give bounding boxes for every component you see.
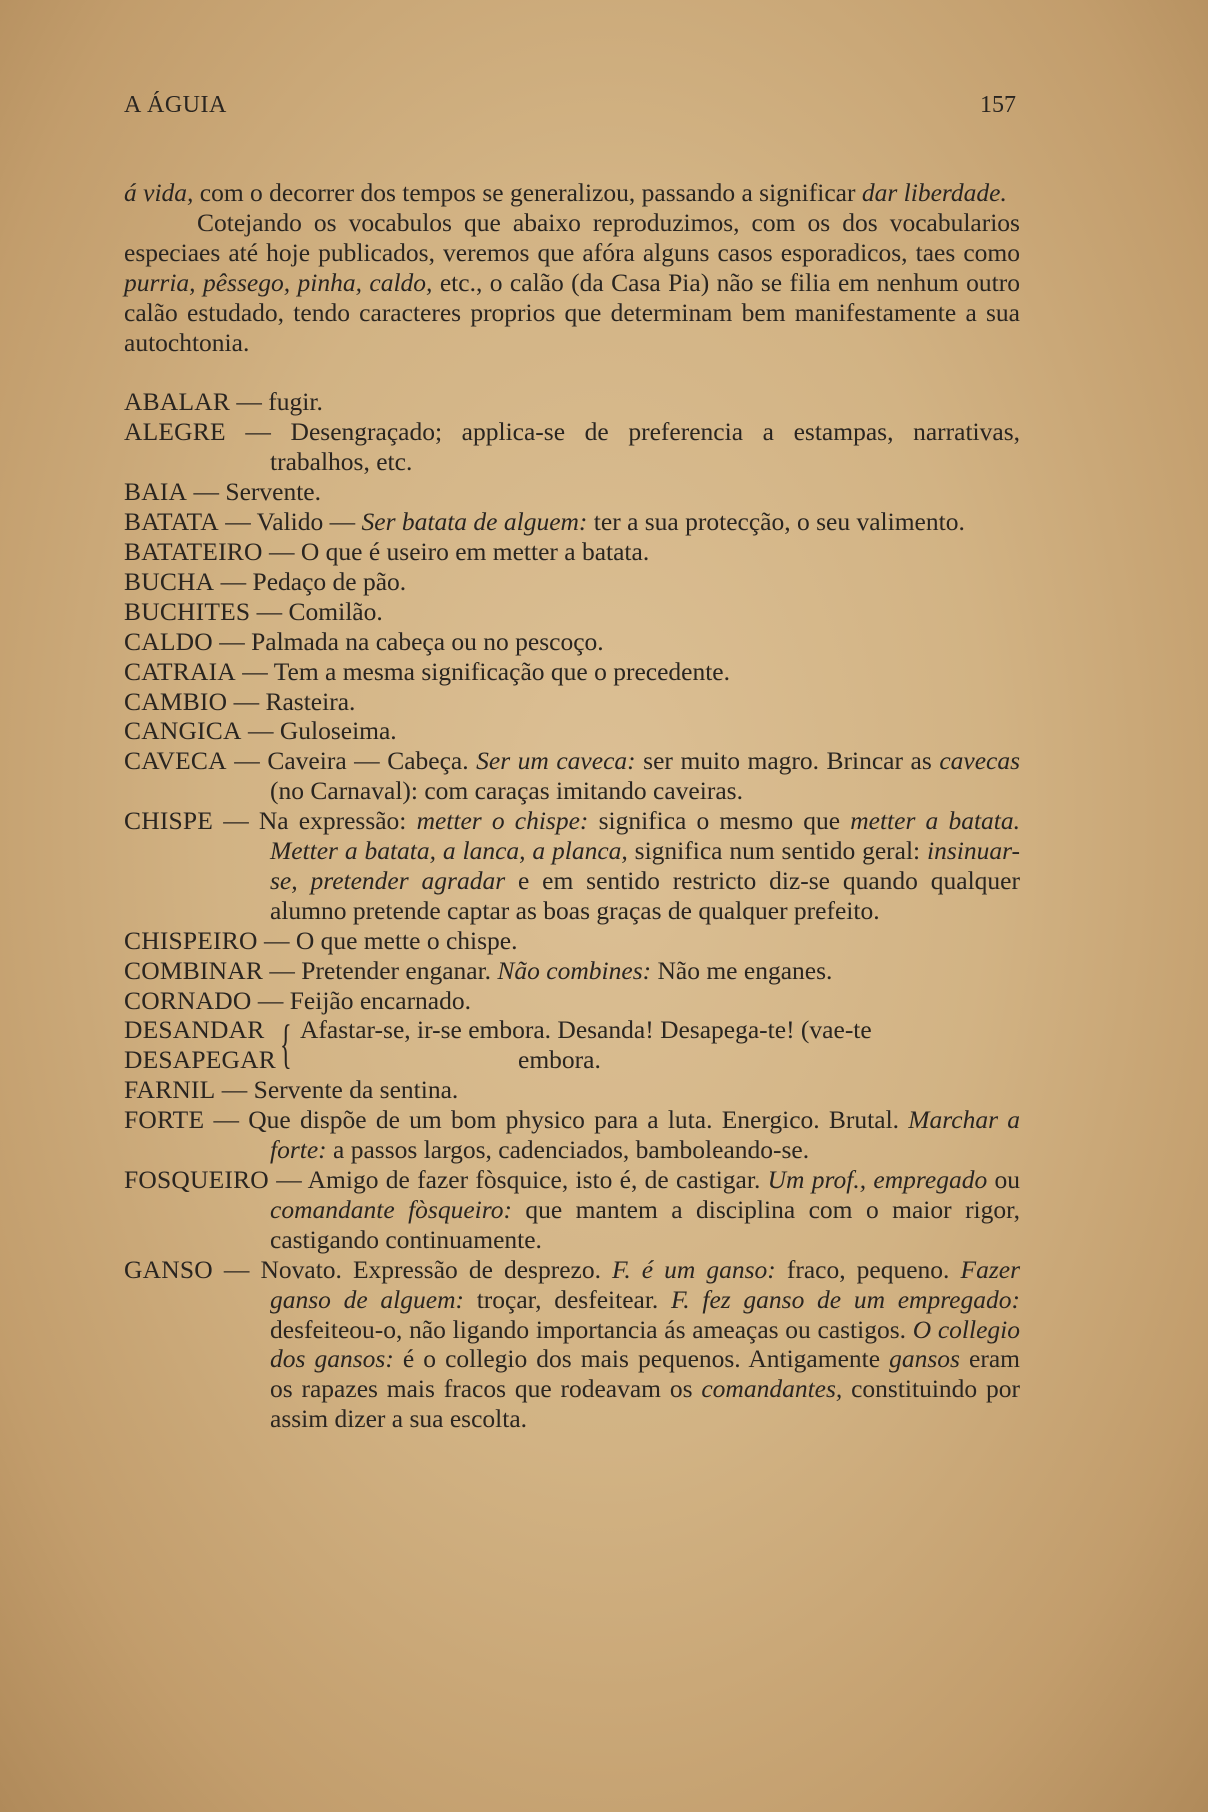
italic-text: Fazer ganso de alguem: — [270, 1254, 1020, 1314]
glossary-entry — [124, 417, 1020, 477]
entry-term: CORNADO — [124, 985, 252, 1015]
em-dash: — — [251, 985, 290, 1015]
glossary-entry — [124, 746, 1020, 806]
text-run: Comilão. — [288, 596, 383, 626]
italic-text: Não combines: — [497, 955, 652, 985]
text-run: ou — [987, 1165, 1021, 1194]
entry-term: BAIA — [124, 477, 188, 507]
text-run: Guloseima. — [279, 716, 397, 746]
entry-term: BUCHITES — [124, 596, 251, 626]
glossary-entry — [124, 956, 1020, 986]
em-dash: — — [204, 1105, 249, 1135]
pair-term: DESAPEGAR — [124, 1045, 276, 1075]
glossary-entry — [124, 806, 1020, 926]
page-number: 157 — [980, 92, 1016, 118]
italic-text: comandante fòsqueiro: — [270, 1194, 512, 1224]
text-run: ter a sua protecção, o seu valimento. — [587, 507, 965, 537]
italic-text: Ser batata de alguem: — [361, 507, 588, 537]
entry-term: GANSO — [124, 1254, 213, 1284]
em-dash: — — [225, 417, 291, 447]
entry-term: CAMBIO — [124, 686, 228, 716]
em-dash: — — [227, 686, 266, 716]
glossary-list — [124, 387, 1020, 1434]
text-run: ser muito magro. Brincar as — [635, 746, 940, 776]
text-run: constituindo por assim dizer a sua escolta. — [270, 1374, 1020, 1434]
em-dash: — — [250, 596, 289, 626]
text-run: significa o mesmo que — [588, 806, 851, 836]
glossary-entry — [124, 1105, 1020, 1165]
entry-term: CHISPE — [124, 806, 214, 836]
text-run: desfeiteou-o, não ligando importancia ás ameaças ou castigos. — [270, 1314, 913, 1344]
text-run: eram os rapazes mais fracos que rodeavam os — [270, 1344, 1020, 1404]
em-dash: — — [263, 955, 302, 985]
page-header — [124, 92, 1016, 119]
italic-text: F. fez ganso de um empregado: — [671, 1284, 1020, 1314]
em-dash: — — [212, 626, 252, 656]
italic-text: dar liberdade. — [861, 178, 1007, 207]
italic-text: Ser um caveca: — [476, 746, 636, 776]
glossary-entry — [124, 567, 1020, 597]
italic-text: gansos — [889, 1344, 960, 1374]
text-run: Que dispõe de um bom physico para a luta. Energico. Brutal. — [248, 1105, 909, 1135]
pair-definition-line: embora. — [518, 1045, 601, 1075]
text-run: Novato. Expressão de desprezo. — [260, 1254, 613, 1284]
pair-definition — [300, 1015, 1020, 1075]
glossary-entry — [124, 687, 1020, 717]
text-run: Tem a mesma significação que o precedente. — [273, 656, 731, 686]
entry-term: FORTE — [124, 1105, 205, 1135]
italic-text: Um prof., empregado — [767, 1165, 988, 1194]
entry-term: CAVECA — [124, 746, 227, 776]
em-dash: — — [215, 1075, 254, 1105]
glossary-entry — [124, 1255, 1020, 1434]
text-run: Valido — — [256, 507, 362, 537]
italic-text: á vida, — [124, 178, 194, 207]
intro-paragraph-2 — [124, 208, 1020, 358]
entry-term: ALEGRE — [124, 417, 226, 447]
text-run: com o decorrer dos tempos se generalizou, passando a significar — [193, 178, 862, 207]
entry-term: BATATEIRO — [124, 536, 263, 566]
text-run: Amigo de fazer fòsquice, isto é, de castigar. — [307, 1165, 768, 1194]
pair-term: DESANDAR — [124, 1015, 265, 1045]
glossary-entry — [124, 387, 1020, 417]
entry-term: CHISPEIRO — [124, 925, 258, 955]
entry-term: CANGICA — [124, 716, 242, 746]
page-body — [124, 178, 1020, 1434]
text-run: fugir. — [268, 387, 323, 417]
pair-definition-line: Afastar-se, ir-se embora. Desanda! Desapega-te! (vae-te — [300, 1015, 872, 1045]
glossary-entry — [124, 537, 1020, 567]
glossary-entry — [124, 627, 1020, 657]
glossary-entry — [124, 477, 1020, 507]
em-dash: — — [226, 746, 268, 776]
text-run: troçar, desfeitear. — [463, 1284, 671, 1314]
entry-term: BATATA — [124, 507, 219, 537]
italic-text: Marchar a forte: — [270, 1105, 1021, 1165]
text-run: significa num sentido geral: — [627, 836, 927, 866]
italic-text: O collegio dos gansos: — [270, 1314, 1020, 1374]
em-dash: — — [230, 387, 269, 417]
entry-term: CALDO — [124, 626, 213, 656]
entry-term: FARNIL — [124, 1075, 216, 1105]
entry-term: CATRAIA — [124, 656, 236, 686]
em-dash: — — [235, 656, 274, 686]
text-run: Servente. — [225, 477, 321, 507]
glossary-entry — [124, 657, 1020, 687]
text-run: que mantem a disciplina com o maior rigor, castigando continuamente. — [270, 1194, 1020, 1254]
glossary-entry — [124, 507, 1020, 537]
intro-paragraph-1 — [124, 178, 1020, 208]
text-run: e em sentido restricto diz-se quando qualquer alumno pretende captar as boas graças de qualquer prefeito. — [270, 865, 1020, 925]
italic-text: cavecas — [939, 746, 1021, 776]
glossary-entry — [124, 926, 1020, 956]
italic-text: metter a batata. Metter a batata, a lanca, a planca, — [270, 806, 1020, 866]
glossary-entry — [124, 1165, 1020, 1255]
entry-term: BUCHA — [124, 566, 215, 596]
glossary-entry-pair — [124, 1015, 1020, 1075]
text-run: Pretender enganar. — [301, 955, 498, 985]
running-title: A ÁGUIA — [124, 92, 227, 118]
glossary-entry — [124, 986, 1020, 1016]
text-run: Palmada na cabeça ou no pescoço. — [251, 626, 604, 656]
italic-text: insinuar-se, pretender agradar — [270, 836, 1020, 895]
text-run: O que mette o chispe. — [295, 925, 518, 955]
em-dash: — — [212, 1254, 261, 1284]
glossary-entry — [124, 597, 1020, 627]
text-run: é o collegio dos mais pequenos. Antigamente — [393, 1344, 890, 1374]
entry-term: FOSQUEIRO — [124, 1165, 269, 1194]
em-dash: — — [257, 925, 296, 955]
text-run: O que é useiro em metter a batata. — [300, 536, 650, 566]
text-run: Cotejando os vocabulos que abaixo reproduzimos, com os dos vocabularios especiaes até hoje publicados, veremos que afóra alguns casos esporadicos, taes como — [124, 207, 1020, 267]
em-dash: — — [241, 716, 280, 746]
text-run: Servente da sentina. — [253, 1075, 459, 1105]
text-run: fraco, pequeno. — [775, 1254, 961, 1284]
glossary-entry — [124, 716, 1020, 746]
intro-text — [124, 178, 1020, 357]
text-run: a passos largos, cadenciados, bamboleando-se. — [326, 1135, 810, 1165]
text-run: Rasteira. — [265, 686, 356, 716]
italic-text: purria, pêssego, pinha, caldo, — [124, 267, 433, 297]
text-run: Feijão encarnado. — [289, 985, 472, 1015]
em-dash: — — [218, 507, 257, 537]
em-dash: — — [187, 477, 226, 507]
em-dash: — — [214, 566, 253, 596]
glossary-entries-b — [124, 1075, 1020, 1434]
em-dash: — — [262, 536, 301, 566]
text-run: Na expressão: — [258, 806, 417, 836]
italic-text: F. é um ganso: — [612, 1254, 776, 1284]
text-run: Desengraçado; applica-se de preferencia a estampas, narrativas, trabalhos, etc. — [270, 417, 1020, 477]
entry-term: COMBINAR — [124, 955, 264, 985]
glossary-entry — [124, 1075, 1020, 1105]
brace-symbol: { — [280, 1014, 292, 1075]
text-run: etc., o calão (da Casa Pia) não se filia em nenhum outro calão estudado, tendo caracteres proprios que determinam bem manifestamente a sua autochtonia. — [124, 267, 1020, 357]
italic-text: comandantes, — [701, 1374, 843, 1404]
italic-text: metter o chispe: — [416, 806, 589, 836]
text-run: Não me enganes. — [651, 955, 833, 985]
text-run: (no Carnaval): com caraças imitando caveiras. — [270, 776, 743, 806]
glossary-entries-a — [124, 387, 1020, 1015]
entry-term: ABALAR — [124, 387, 231, 417]
em-dash: — — [268, 1165, 308, 1194]
em-dash: — — [213, 806, 259, 836]
text-run: Pedaço de pão. — [252, 566, 407, 596]
text-run: Caveira — Cabeça. — [267, 746, 477, 776]
pair-terms — [124, 1015, 276, 1075]
